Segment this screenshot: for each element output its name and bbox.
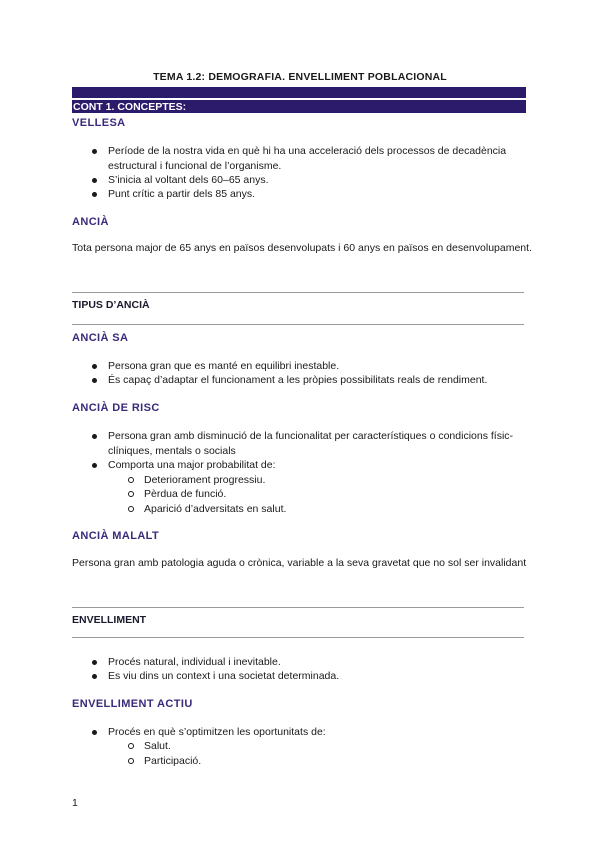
header-band: [72, 87, 526, 98]
list-item: Procés en què s’optimitzen les oportunitats de:: [108, 725, 528, 740]
sub-list-item: Participació.: [144, 754, 564, 769]
divider: [72, 607, 524, 608]
heading-vellesa: VELLESA: [72, 117, 126, 129]
bullet-icon: [92, 660, 97, 665]
divider: [72, 637, 524, 638]
bullet-icon: [92, 378, 97, 383]
list-item: Procés natural, individual i inevitable.: [108, 655, 528, 670]
heading-ancia-risc: ANCIÀ DE RISC: [72, 402, 160, 414]
sub-list-item: Pèrdua de funció.: [144, 487, 564, 502]
bullet-icon: [92, 192, 97, 197]
bullet-icon: [92, 364, 97, 369]
list-item: Comporta una major probabilitat de:: [108, 458, 528, 473]
list-item: Persona gran amb disminució de la funcionalitat per característiques o condicions físic-clíniques, mentals o socials: [108, 429, 528, 458]
bullet-icon: [92, 674, 97, 679]
divider: [72, 292, 524, 293]
bullet-icon: [92, 730, 97, 735]
circle-bullet-icon: [128, 477, 134, 483]
bullet-icon: [92, 463, 97, 468]
bullet-icon: [92, 149, 97, 154]
sub-list-item: Salut.: [144, 739, 564, 754]
list-item: Persona gran que es manté en equilibri inestable.: [108, 359, 528, 374]
heading-ancia-sa: ANCIÀ SA: [72, 332, 129, 344]
list-item: Es viu dins un context i una societat determinada.: [108, 669, 528, 684]
circle-bullet-icon: [128, 758, 134, 764]
heading-envelliment-actiu: ENVELLIMENT ACTIU: [72, 698, 193, 710]
heading-tipus-ancia: TIPUS D’ANCIÀ: [72, 299, 150, 311]
document-title: TEMA 1.2: DEMOGRAFIA. ENVELLIMENT POBLACIONAL: [153, 71, 447, 83]
circle-bullet-icon: [128, 506, 134, 512]
heading-ancia: ANCIÀ: [72, 216, 109, 228]
sub-list-item: Aparició d’adversitats en salut.: [144, 502, 564, 517]
list-item: Període de la nostra vida en què hi ha una acceleració dels processos de decadència estructural i funcional de l’organisme.: [108, 144, 528, 173]
ancia-malalt-definition: Persona gran amb patologia aguda o crònica, variable a la seva gravetat que no sol ser invalidant: [72, 557, 527, 569]
list-item: S’inicia al voltant dels 60–65 anys.: [108, 173, 528, 188]
circle-bullet-icon: [128, 743, 134, 749]
list-item: Punt crític a partir dels 85 anys.: [108, 187, 528, 202]
divider: [72, 324, 524, 325]
section-band: CONT 1. CONCEPTES:: [72, 100, 526, 113]
circle-bullet-icon: [128, 491, 134, 497]
list-item: És capaç d’adaptar el funcionament a les pròpies possibilitats reals de rendiment.: [108, 373, 528, 388]
ancia-definition: Tota persona major de 65 anys en països desenvolupats i 60 anys en països en desenvolupament.: [72, 242, 532, 254]
heading-envelliment: ENVELLIMENT: [72, 614, 147, 626]
heading-ancia-malalt: ANCIÀ MALALT: [72, 530, 160, 542]
sub-list-item: Deteriorament progressiu.: [144, 473, 564, 488]
bullet-icon: [92, 434, 97, 439]
bullet-icon: [92, 178, 97, 183]
page-number: 1: [72, 797, 78, 809]
